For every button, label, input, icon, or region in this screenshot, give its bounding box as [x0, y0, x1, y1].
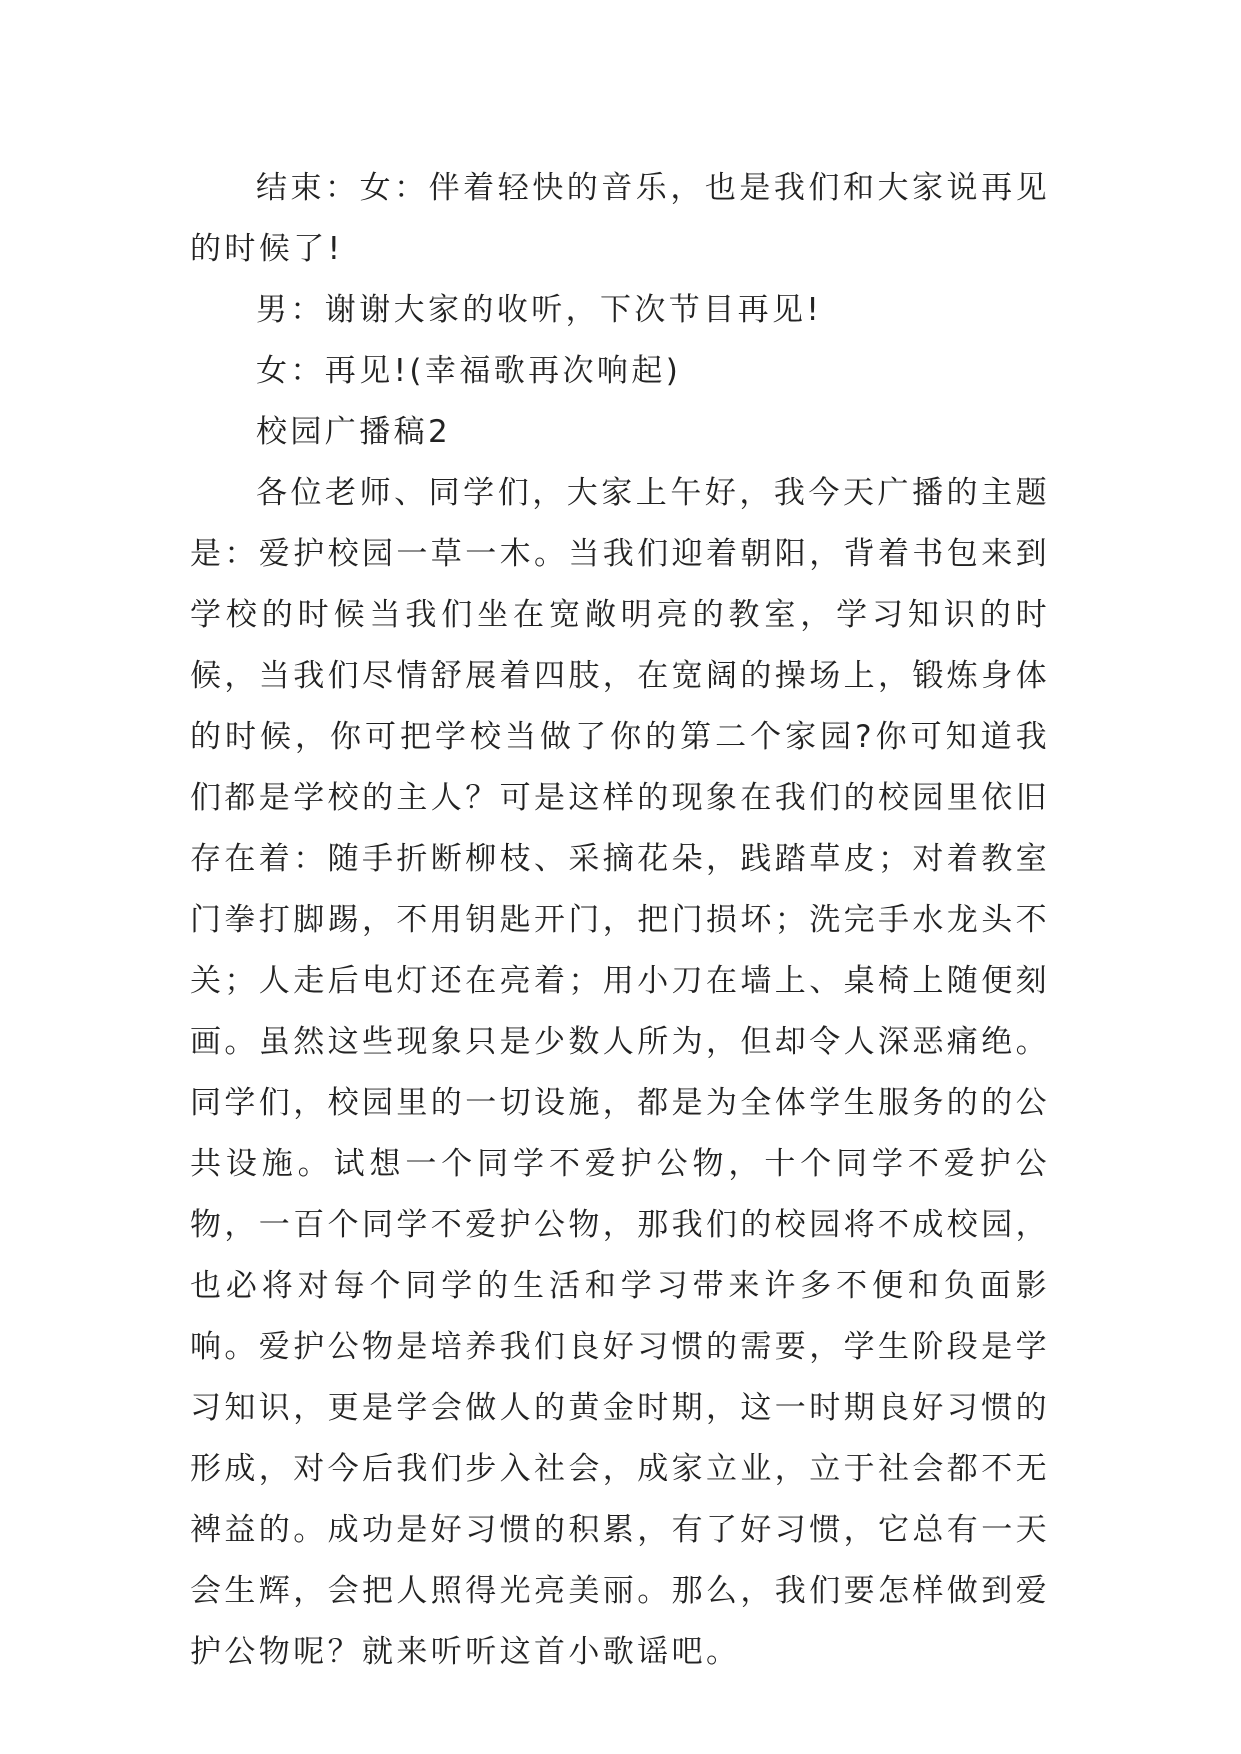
paragraph-closing-goodbye: 女：再见!(幸福歌再次响起)	[256, 353, 682, 389]
paragraph-broadcast-body: 各位老师、同学们，大家上午好，我今天广播的主题是：爱护校园一草一木。当我们迎着朝阳，背着书包来到学校的时候当我们坐在宽敞明亮的教室，学习知识的时候，当我们尽情舒展着四肢，在宽阔的操场上，锻炼身体的时候，你可把学校当做了你的第二个家园?你可知道我们都是学校的主人？可是这样的现象在我们的校园里依旧存在着：随手折断柳枝、采摘花朵，践踏草皮；对着教室门拳打脚踢，不用钥匙开门，把门损坏；洗完手水龙头不关；人走后电灯还在亮着；用小刀在墙上、桌椅上随便刻画。虽然这些现象只是少数人所为，但却令人深恶痛绝。同学们，校园里的一切设施，都是为全体学生服务的的公共设施。试想一个同学不爱护公物，十个同学不爱护公物，一百个同学不爱护公物，那我们的校园将不成校园，也必将对每个同学的生活和学习带来许多不便和负面影响。爱护公物是培养我们良好习惯的需要，学生阶段是学习知识，更是学会做人的黄金时期，这一时期良好习惯的形成，对今后我们步入社会，成家立业，立于社会都不无裨益的。成功是好习惯的积累，有了好习惯，它总有一天会生辉，会把人照得光亮美丽。那么，我们要怎样做到爱护公物呢？就来听听这首小歌谣吧。	[190, 475, 1050, 1670]
document-body	[190, 158, 1050, 1683]
paragraph-closing-female: 结束：女：伴着轻快的音乐，也是我们和大家说再见的时候了!	[190, 170, 1050, 267]
paragraph-closing-male: 男：谢谢大家的收听，下次节目再见!	[256, 292, 823, 328]
section-heading: 校园广播稿2	[256, 414, 452, 450]
